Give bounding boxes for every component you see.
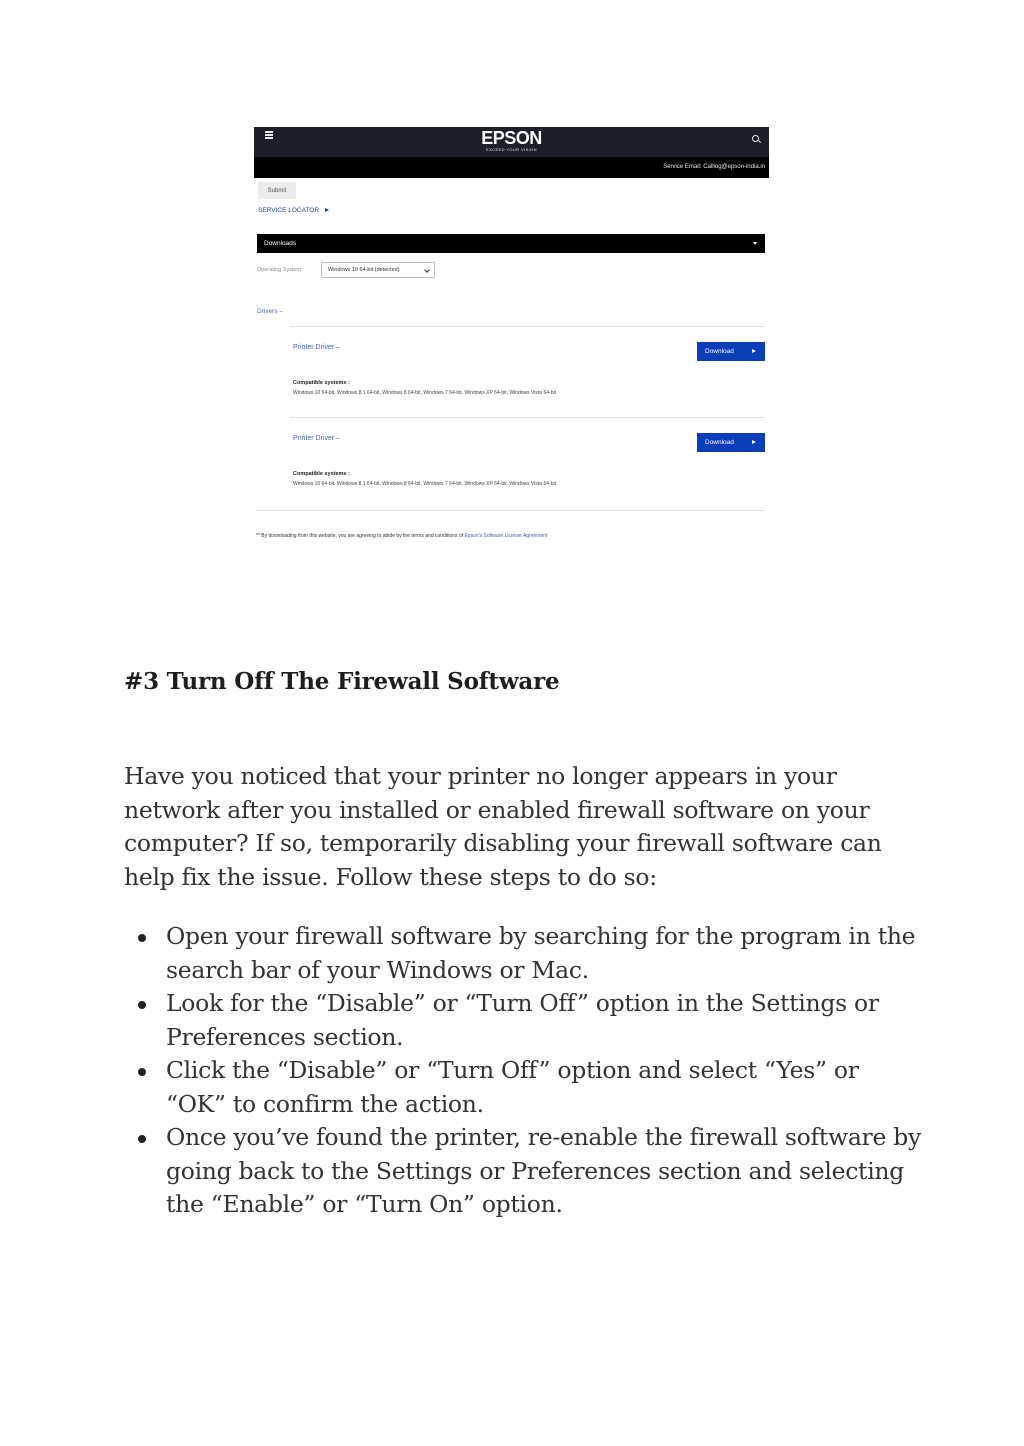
printer-driver-toggle[interactable]: Printer Driver – — [293, 344, 341, 351]
submit-button[interactable]: Submit — [258, 182, 296, 199]
step-text: Look for the “Disable” or “Turn Off” option in the Settings or Preferences section. — [166, 989, 879, 1051]
download-label: Download — [705, 439, 734, 446]
download-label: Download — [705, 348, 734, 355]
os-select-value: Windows 10 64-bit (detected) — [328, 267, 400, 273]
intro-paragraph: Have you noticed that your printer no longer appears in your network after you installed or enabled firewall software on your computer? If so, temporarily disabling your firewall software can help fix the issue. Follow these steps to do so: — [124, 762, 882, 891]
service-bar — [254, 157, 769, 178]
caret-down-icon — [753, 242, 757, 245]
list-item — [124, 1121, 924, 1222]
step-text: Once you’ve found the printer, re-enable the firewall software by going back to the Settings or Preferences section and selecting the “Enable” or “Turn On” option. — [166, 1123, 921, 1218]
divider — [290, 326, 765, 327]
chevron-down-icon — [424, 267, 430, 273]
license-agreement-link[interactable]: Epson's Software License Agreement — [464, 533, 548, 539]
step-text: Open your firewall software by searching for the program in the search bar of your Windows or Mac. — [166, 922, 916, 984]
list-item — [124, 1054, 924, 1121]
logo-text: EPSON — [481, 128, 542, 148]
search-icon[interactable] — [752, 135, 759, 142]
service-locator-label: SERVICE LOCATOR — [258, 207, 320, 214]
bullet-icon — [138, 1135, 146, 1143]
section-heading: #3 Turn Off The Firewall Software — [124, 668, 560, 695]
compatible-systems-value: Windows 10 64-bit, Windows 8.1 64-bit, Windows 8 64-bit, Windows 7 64-bit, Windows XP 64-bit, Windows Vista 64-bit — [293, 481, 556, 487]
divider — [256, 510, 765, 511]
divider — [290, 417, 765, 418]
service-email: Service Email: Calllog@epson-india.in — [663, 164, 765, 170]
bullet-icon — [138, 1001, 146, 1009]
compatible-systems-label: Compatible systems : — [293, 471, 350, 477]
downloads-label: Downloads — [264, 240, 297, 247]
download-button[interactable] — [697, 433, 765, 452]
header-bar — [254, 127, 769, 157]
disclaimer-text: ** By downloading from this website, you are agreeing to abide by the terms and conditions of — [256, 533, 465, 539]
drivers-toggle[interactable]: Drivers – — [257, 308, 284, 315]
arrow-right-icon — [325, 208, 329, 212]
bullet-icon — [138, 1068, 146, 1076]
list-item — [124, 920, 924, 987]
arrow-right-icon — [752, 349, 756, 353]
steps-list — [124, 920, 924, 1222]
os-label: Operating System: — [257, 267, 303, 273]
list-item — [124, 987, 924, 1054]
bullet-icon — [138, 934, 146, 942]
download-button[interactable] — [697, 342, 765, 361]
compatible-systems-value: Windows 10 64-bit, Windows 8.1 64-bit, Windows 8 64-bit, Windows 7 64-bit, Windows XP 64-bit, Windows Vista 64-bit — [293, 390, 556, 396]
compatible-systems-label: Compatible systems : — [293, 380, 350, 386]
epson-support-screenshot — [254, 127, 769, 547]
downloads-accordion[interactable] — [257, 234, 765, 253]
logo-tagline: EXCEED YOUR VISION — [486, 147, 537, 152]
step-text: Click the “Disable” or “Turn Off” option and select “Yes” or “OK” to confirm the action. — [166, 1056, 859, 1118]
service-locator-link[interactable] — [258, 207, 329, 214]
os-select[interactable] — [321, 262, 435, 278]
disclaimer — [256, 533, 547, 539]
epson-logo[interactable] — [254, 129, 769, 152]
arrow-right-icon — [752, 440, 756, 444]
printer-driver-toggle[interactable]: Printer Driver – — [293, 435, 341, 442]
